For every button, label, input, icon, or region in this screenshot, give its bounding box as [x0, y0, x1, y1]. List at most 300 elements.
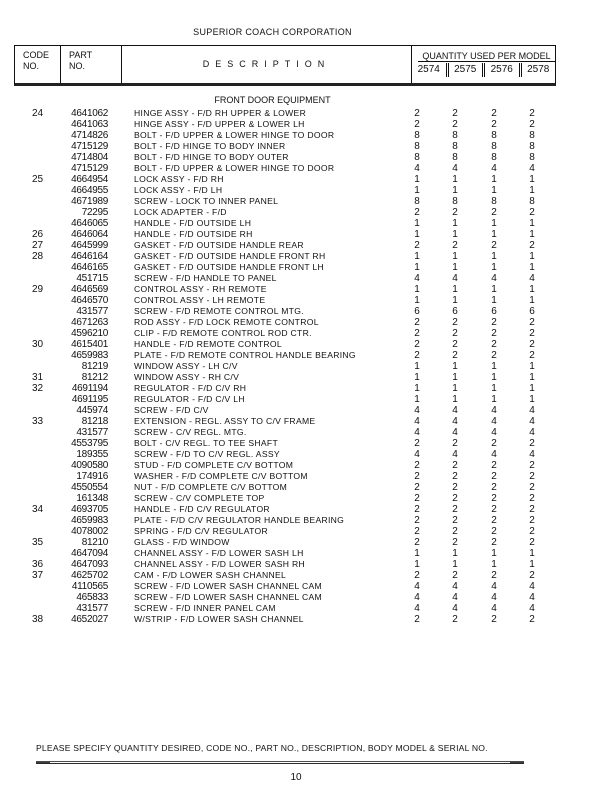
quantity-2576: 4 [491, 449, 497, 460]
table-row [0, 163, 612, 174]
table-row [0, 240, 612, 251]
description: SCREW - F/D TO C/V REGL. ASSY [134, 449, 280, 459]
quantity-2578: 1 [529, 559, 535, 570]
description: BOLT - C/V REGL. TO TEE SHAFT [134, 438, 279, 448]
quantity-2574: 1 [414, 262, 420, 273]
quantity-2574: 4 [414, 592, 420, 603]
quantity-2576: 2 [491, 614, 497, 625]
code-number: 38 [32, 614, 44, 625]
description: WINDOW ASSY - RH C/V [134, 372, 240, 382]
quantity-2574: 2 [414, 119, 420, 130]
quantity-2576: 6 [491, 306, 497, 317]
quantity-2575: 4 [452, 592, 458, 603]
quantity-2574: 1 [414, 559, 420, 570]
quantity-2574: 1 [414, 174, 420, 185]
table-row [0, 559, 612, 570]
quantity-2575: 2 [452, 317, 458, 328]
quantity-2574: 1 [414, 284, 420, 295]
quantity-2578: 1 [529, 284, 535, 295]
quantity-2576: 1 [491, 262, 497, 273]
quantity-2575: 4 [452, 405, 458, 416]
quantity-2574: 1 [414, 372, 420, 383]
quantity-2578: 1 [529, 229, 535, 240]
description: ROD ASSY - F/D LOCK REMOTE CONTROL [134, 317, 319, 327]
quantity-2574: 2 [414, 482, 420, 493]
table-row [0, 383, 612, 394]
quantity-2576: 2 [491, 570, 497, 581]
description: CONTROL ASSY - RH REMOTE [134, 284, 267, 294]
table-row [0, 284, 612, 295]
quantity-2574: 2 [414, 438, 420, 449]
code-number: 37 [32, 570, 44, 581]
quantity-2575: 2 [452, 207, 458, 218]
part-number: 4664955 [71, 185, 108, 196]
code-number: 36 [32, 559, 44, 570]
part-number: 4615401 [71, 339, 108, 350]
quantity-2576: 1 [491, 251, 497, 262]
part-number: 174916 [76, 471, 108, 482]
description: CAM - F/D LOWER SASH CHANNEL [134, 570, 287, 580]
table-row [0, 108, 612, 119]
quantity-2578: 1 [529, 174, 535, 185]
table-row [0, 218, 612, 229]
quantity-2576: 4 [491, 405, 497, 416]
quantity-2578: 2 [529, 570, 535, 581]
quantity-2575: 2 [452, 460, 458, 471]
quantity-2575: 1 [452, 394, 458, 405]
description: HINGE ASSY - F/D RH UPPER & LOWER [134, 108, 307, 118]
table-row [0, 350, 612, 361]
part-number: 4645999 [71, 240, 108, 251]
quantity-2574: 1 [414, 251, 420, 262]
quantity-2576: 1 [491, 361, 497, 372]
quantity-2578: 6 [529, 306, 535, 317]
code-number: 27 [32, 240, 44, 251]
model-headers [412, 63, 555, 77]
part-number: 4090580 [71, 460, 108, 471]
quantity-2578: 2 [529, 482, 535, 493]
quantity-2576: 8 [491, 130, 497, 141]
quantity-2575: 1 [452, 229, 458, 240]
quantity-2576: 4 [491, 592, 497, 603]
table-row [0, 196, 612, 207]
part-label-line1: PART [69, 50, 93, 60]
quantity-2578: 8 [529, 196, 535, 207]
description: SCREW - C/V COMPLETE TOP [134, 493, 265, 503]
table-row [0, 460, 612, 471]
quantity-2578: 1 [529, 218, 535, 229]
code-number: 34 [32, 504, 44, 515]
quantity-2574: 8 [414, 130, 420, 141]
code-number: 28 [32, 251, 44, 262]
model-header: 2575 [446, 63, 483, 77]
quantity-2575: 2 [452, 328, 458, 339]
quantity-2578: 1 [529, 394, 535, 405]
quantity-2574: 1 [414, 229, 420, 240]
code-column-header [15, 46, 61, 83]
quantity-2574: 1 [414, 548, 420, 559]
table-row [0, 603, 612, 614]
quantity-2578: 4 [529, 405, 535, 416]
quantity-2574: 8 [414, 196, 420, 207]
quantity-2576: 4 [491, 416, 497, 427]
quantity-2575: 4 [452, 273, 458, 284]
quantity-2574: 2 [414, 328, 420, 339]
part-number: 4715129 [71, 163, 108, 174]
quantity-2578: 4 [529, 603, 535, 614]
quantity-2576: 2 [491, 504, 497, 515]
quantity-label: QUANTITY USED PER MODEL [418, 51, 555, 62]
part-column-header [61, 46, 122, 83]
description: HANDLE - F/D REMOTE CONTROL [134, 339, 282, 349]
quantity-2578: 2 [529, 317, 535, 328]
part-number: 4646065 [71, 218, 108, 229]
table-row [0, 141, 612, 152]
quantity-2576: 2 [491, 240, 497, 251]
part-number: 4715129 [71, 141, 108, 152]
code-number: 29 [32, 284, 44, 295]
quantity-2578: 8 [529, 152, 535, 163]
quantity-2578: 2 [529, 108, 535, 119]
part-number: 4110565 [71, 581, 108, 592]
quantity-2575: 2 [452, 526, 458, 537]
quantity-2574: 1 [414, 185, 420, 196]
quantity-2574: 2 [414, 350, 420, 361]
code-label-line2: NO. [23, 61, 40, 71]
description: REGULATOR - F/D C/V LH [134, 394, 245, 404]
description: LOCK ASSY - F/D RH [134, 174, 224, 184]
description: CONTROL ASSY - LH REMOTE [134, 295, 266, 305]
table-row [0, 295, 612, 306]
quantity-2576: 1 [491, 372, 497, 383]
quantity-2574: 4 [414, 581, 420, 592]
quantity-2574: 2 [414, 317, 420, 328]
part-number: 81212 [81, 372, 108, 383]
quantity-2574: 2 [414, 537, 420, 548]
part-number: 431577 [76, 603, 108, 614]
quantity-2576: 4 [491, 603, 497, 614]
table-row [0, 339, 612, 350]
part-number: 4714804 [71, 152, 108, 163]
quantity-2576: 1 [491, 394, 497, 405]
quantity-2576: 2 [491, 339, 497, 350]
description: STUD - F/D COMPLETE C/V BOTTOM [134, 460, 294, 470]
quantity-2578: 2 [529, 119, 535, 130]
quantity-2575: 1 [452, 372, 458, 383]
parts-list [0, 108, 612, 625]
description: GASKET - F/D OUTSIDE HANDLE FRONT RH [134, 251, 326, 261]
quantity-2576: 2 [491, 350, 497, 361]
quantity-2575: 8 [452, 152, 458, 163]
quantity-2578: 4 [529, 449, 535, 460]
table-row [0, 394, 612, 405]
quantity-2575: 4 [452, 416, 458, 427]
description: EXTENSION - REGL. ASSY TO C/V FRAME [134, 416, 316, 426]
quantity-2575: 2 [452, 119, 458, 130]
quantity-2578: 2 [529, 328, 535, 339]
quantity-2578: 2 [529, 350, 535, 361]
quantity-2578: 2 [529, 493, 535, 504]
quantity-2574: 2 [414, 493, 420, 504]
quantity-2575: 1 [452, 383, 458, 394]
table-row [0, 515, 612, 526]
table-row [0, 119, 612, 130]
quantity-2575: 2 [452, 240, 458, 251]
table-row [0, 152, 612, 163]
quantity-2578: 1 [529, 361, 535, 372]
description: SCREW - LOCK TO INNER PANEL [134, 196, 279, 206]
quantity-2575: 2 [452, 614, 458, 625]
table-row [0, 482, 612, 493]
quantity-2578: 2 [529, 339, 535, 350]
table-header [14, 45, 556, 86]
table-row [0, 262, 612, 273]
quantity-2575: 4 [452, 603, 458, 614]
part-number: 4671263 [71, 317, 108, 328]
part-number: 4646570 [71, 295, 108, 306]
code-number: 25 [32, 174, 44, 185]
quantity-2576: 2 [491, 108, 497, 119]
quantity-2574: 8 [414, 152, 420, 163]
quantity-2574: 2 [414, 471, 420, 482]
quantity-2575: 2 [452, 515, 458, 526]
quantity-2575: 8 [452, 196, 458, 207]
quantity-2576: 2 [491, 438, 497, 449]
quantity-2575: 1 [452, 295, 458, 306]
quantity-2574: 8 [414, 141, 420, 152]
quantity-2575: 1 [452, 218, 458, 229]
quantity-2576: 2 [491, 515, 497, 526]
code-number: 26 [32, 229, 44, 240]
part-number: 4659983 [71, 350, 108, 361]
part-number: 445974 [76, 405, 108, 416]
quantity-2576: 1 [491, 218, 497, 229]
table-row [0, 317, 612, 328]
quantity-2575: 2 [452, 482, 458, 493]
quantity-2578: 2 [529, 504, 535, 515]
part-number: 4641063 [71, 119, 108, 130]
quantity-2575: 1 [452, 251, 458, 262]
description: GLASS - F/D WINDOW [134, 537, 230, 547]
part-number: 4664954 [71, 174, 108, 185]
quantity-2575: 2 [452, 438, 458, 449]
description: BOLT - F/D HINGE TO BODY OUTER [134, 152, 289, 162]
quantity-2578: 1 [529, 383, 535, 394]
quantity-2575: 2 [452, 350, 458, 361]
quantity-2576: 8 [491, 196, 497, 207]
table-row [0, 306, 612, 317]
quantity-2578: 4 [529, 592, 535, 603]
part-number: 4691195 [71, 394, 108, 405]
quantity-2578: 4 [529, 273, 535, 284]
quantity-2578: 2 [529, 240, 535, 251]
description: NUT - F/D COMPLETE C/V BOTTOM [134, 482, 288, 492]
description: SCREW - F/D LOWER SASH CHANNEL CAM [134, 581, 322, 591]
description: SCREW - F/D REMOTE CONTROL MTG. [134, 306, 304, 316]
table-row [0, 537, 612, 548]
quantity-2576: 8 [491, 152, 497, 163]
quantity-2574: 2 [414, 460, 420, 471]
description: SCREW - F/D C/V [134, 405, 209, 415]
part-number: 4671989 [71, 196, 108, 207]
description: PLATE - F/D REMOTE CONTROL HANDLE BEARING [134, 350, 356, 360]
part-number: 465833 [76, 592, 108, 603]
quantity-2574: 2 [414, 339, 420, 350]
part-number: 4078002 [71, 526, 108, 537]
table-row [0, 504, 612, 515]
quantity-2574: 1 [414, 383, 420, 394]
quantity-2578: 8 [529, 141, 535, 152]
quantity-2574: 2 [414, 240, 420, 251]
quantity-2574: 2 [414, 108, 420, 119]
quantity-2578: 1 [529, 262, 535, 273]
page-number: 10 [290, 772, 302, 783]
description: SPRING - F/D C/V REGULATOR [134, 526, 269, 536]
description-column-header: DESCRIPTION [122, 46, 412, 83]
table-row [0, 207, 612, 218]
table-row [0, 273, 612, 284]
description: HINGE ASSY - F/D UPPER & LOWER LH [134, 119, 305, 129]
part-number: 4652027 [71, 614, 108, 625]
table-row [0, 405, 612, 416]
table-row [0, 130, 612, 141]
table-row [0, 548, 612, 559]
footer-divider-highlight [50, 762, 510, 763]
quantity-2575: 8 [452, 141, 458, 152]
quantity-2576: 2 [491, 482, 497, 493]
code-number: 31 [32, 372, 44, 383]
quantity-2576: 1 [491, 229, 497, 240]
table-row [0, 614, 612, 625]
quantity-2578: 1 [529, 372, 535, 383]
quantity-2578: 2 [529, 438, 535, 449]
quantity-2576: 1 [491, 559, 497, 570]
table-row [0, 372, 612, 383]
table-row [0, 174, 612, 185]
quantity-2578: 8 [529, 130, 535, 141]
code-number: 32 [32, 383, 44, 394]
quantity-2575: 1 [452, 559, 458, 570]
quantity-2574: 2 [414, 207, 420, 218]
quantity-2574: 1 [414, 218, 420, 229]
quantity-2576: 8 [491, 141, 497, 152]
quantity-2575: 1 [452, 284, 458, 295]
part-number: 4659983 [71, 515, 108, 526]
quantity-2578: 4 [529, 581, 535, 592]
part-number: 431577 [76, 427, 108, 438]
description: GASKET - F/D OUTSIDE HANDLE FRONT LH [134, 262, 325, 272]
part-number: 81219 [81, 361, 108, 372]
part-number: 4693705 [71, 504, 108, 515]
quantity-2576: 2 [491, 537, 497, 548]
quantity-2578: 4 [529, 416, 535, 427]
quantity-2574: 4 [414, 405, 420, 416]
quantity-2574: 4 [414, 416, 420, 427]
table-row [0, 471, 612, 482]
quantity-2574: 4 [414, 449, 420, 460]
quantity-2575: 2 [452, 570, 458, 581]
code-number: 24 [32, 108, 44, 119]
quantity-2575: 1 [452, 174, 458, 185]
quantity-2574: 2 [414, 570, 420, 581]
part-number: 4646064 [71, 229, 108, 240]
model-header: 2576 [482, 63, 519, 77]
quantity-2576: 4 [491, 273, 497, 284]
quantity-2575: 2 [452, 493, 458, 504]
quantity-2575: 1 [452, 548, 458, 559]
quantity-2578: 1 [529, 185, 535, 196]
description: BOLT - F/D HINGE TO BODY INNER [134, 141, 286, 151]
quantity-2574: 2 [414, 614, 420, 625]
quantity-2578: 1 [529, 548, 535, 559]
quantity-2576: 2 [491, 471, 497, 482]
description: CHANNEL ASSY - F/D LOWER SASH RH [134, 559, 306, 569]
part-number: 4553795 [71, 438, 108, 449]
part-number: 4641062 [71, 108, 108, 119]
quantity-2574: 2 [414, 515, 420, 526]
quantity-2576: 4 [491, 427, 497, 438]
part-number: 4646165 [71, 262, 108, 273]
description: LOCK ASSY - F/D LH [134, 185, 223, 195]
quantity-2575: 2 [452, 471, 458, 482]
description: BOLT - F/D UPPER & LOWER HINGE TO DOOR [134, 163, 335, 173]
quantity-2576: 2 [491, 328, 497, 339]
quantity-2578: 1 [529, 295, 535, 306]
quantity-2575: 6 [452, 306, 458, 317]
part-label-line2: NO. [69, 61, 86, 71]
quantity-2575: 4 [452, 581, 458, 592]
company-title: SUPERIOR COACH CORPORATION [193, 27, 352, 37]
quantity-2576: 1 [491, 548, 497, 559]
description: CLIP - F/D REMOTE CONTROL ROD CTR. [134, 328, 312, 338]
part-number: 81218 [81, 416, 108, 427]
table-row [0, 416, 612, 427]
table-row [0, 581, 612, 592]
quantity-2576: 1 [491, 383, 497, 394]
description: HANDLE - F/D OUTSIDE LH [134, 218, 252, 228]
quantity-2576: 1 [491, 174, 497, 185]
table-row [0, 427, 612, 438]
quantity-2576: 1 [491, 185, 497, 196]
quantity-2574: 2 [414, 504, 420, 515]
quantity-2575: 2 [452, 108, 458, 119]
quantity-2576: 1 [491, 295, 497, 306]
quantity-2574: 4 [414, 273, 420, 284]
table-row [0, 185, 612, 196]
description: SCREW - F/D INNER PANEL CAM [134, 603, 276, 613]
quantity-2576: 2 [491, 460, 497, 471]
quantity-2578: 2 [529, 537, 535, 548]
part-number: 4647093 [71, 559, 108, 570]
part-number: 4625702 [71, 570, 108, 581]
description: GASKET - F/D OUTSIDE HANDLE REAR [134, 240, 304, 250]
description: W/STRIP - F/D LOWER SASH CHANNEL [134, 614, 304, 624]
code-label-line1: CODE [23, 50, 50, 60]
description: BOLT - F/D UPPER & LOWER HINGE TO DOOR [134, 130, 335, 140]
quantity-2576: 4 [491, 581, 497, 592]
table-row [0, 361, 612, 372]
table-row [0, 251, 612, 262]
quantity-2578: 2 [529, 526, 535, 537]
quantity-2578: 2 [529, 614, 535, 625]
quantity-2574: 2 [414, 526, 420, 537]
quantity-2575: 2 [452, 537, 458, 548]
quantity-2575: 1 [452, 185, 458, 196]
part-number: 4714826 [71, 130, 108, 141]
description: SCREW - F/D LOWER SASH CHANNEL CAM [134, 592, 322, 602]
table-row [0, 328, 612, 339]
quantity-2575: 1 [452, 262, 458, 273]
